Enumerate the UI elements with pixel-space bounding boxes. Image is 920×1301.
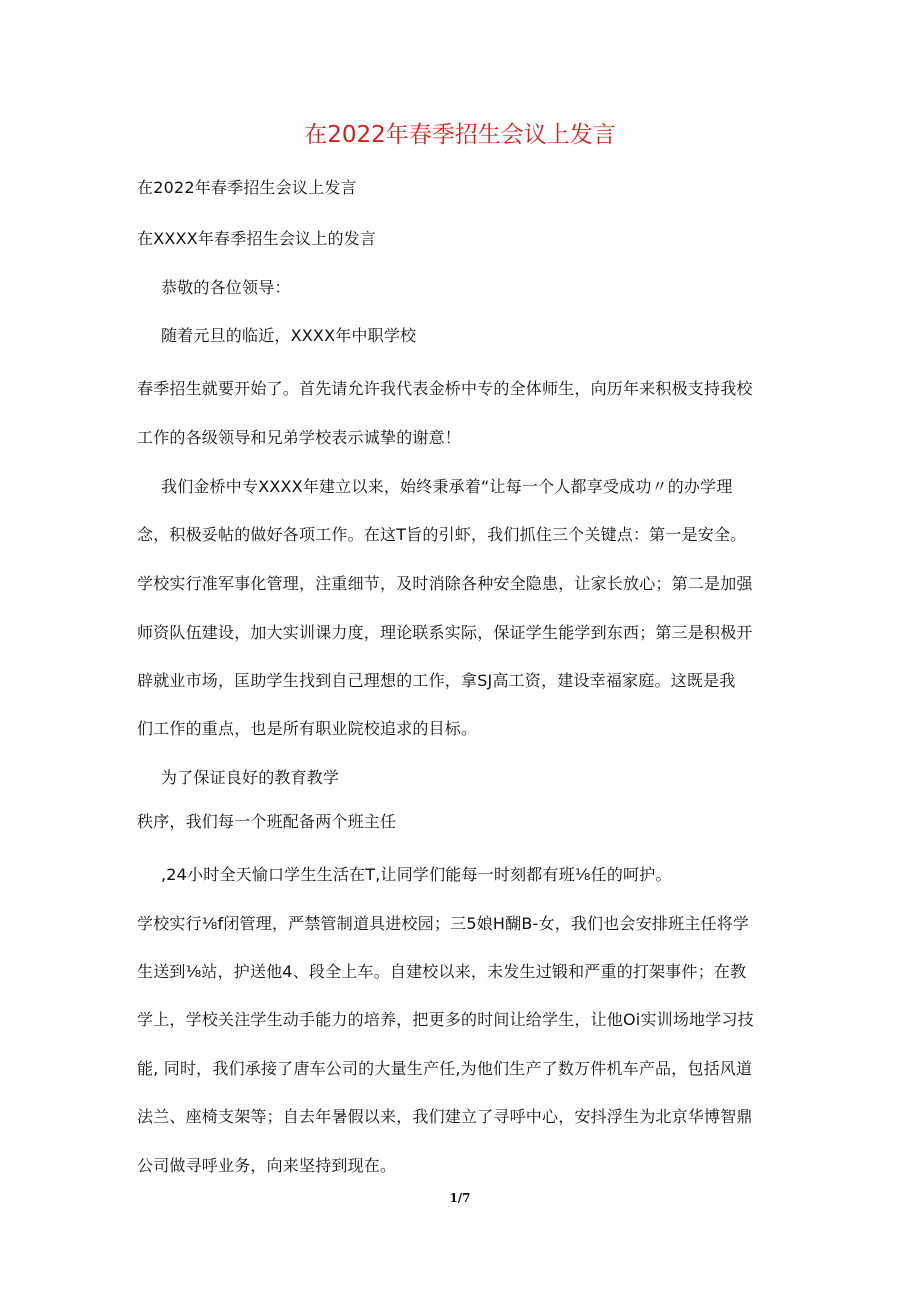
paragraph-line: 师资队伍建设，加大实训课力度，理论联系实际，保证学生能学到东西；第三是积极开 xyxy=(137,623,753,642)
paragraph-line: 公司做寻呼业务，向来坚持到现在。 xyxy=(137,1156,397,1175)
paragraph-line: 生送到⅛站，护送他4、段全上车。自建校以来，未发生过锻和严重的打架事件；在教 xyxy=(137,962,747,981)
paragraph-line: 为了保证良好的教育教学 xyxy=(161,768,340,787)
heading-line: 在2022年春季招生会议上发言 xyxy=(137,178,357,197)
paragraph-line: 学校实行准军事化管理，注重细节，及时消除各种安全隐患，让家长放心；第二是加强 xyxy=(137,574,753,593)
paragraph-line: 学校实行⅛f闭管理，严禁管制道具进校园；三5娘H醐B-女，我们也会安排班主任将学 xyxy=(137,914,750,933)
paragraph-line: 辟就业市场，匡助学生找到自己理想的工作，拿SJ高工资，建设幸福家庭。这既是我 xyxy=(137,671,736,690)
paragraph-line: 学上，学校关注学生动手能力的培养，把更多的时间让给学生，让他Oi实训场地学习技 xyxy=(137,1010,754,1029)
paragraph-line: 春季招生就要开始了。首先请允许我代表金桥中专的全体师生，向历年来积极支持我校 xyxy=(137,379,753,398)
paragraph-line: 法兰、座椅支架等；自去年暑假以来，我们建立了寻呼中心，安抖浮生为北京华博智鼎 xyxy=(137,1107,753,1126)
paragraph-line: 能, 同时，我们承接了唐车公司的大量生产任,为他们生产了数万件机车产品，包括风道 xyxy=(137,1059,753,1078)
paragraph-line: 们工作的重点，也是所有职业院校追求的目标。 xyxy=(137,719,478,738)
paragraph-line: 随着元旦的临近，XXXX年中职学校 xyxy=(161,326,417,345)
paragraph-line: ,24小时全天愉口学生生活在T,让同学们能每一时刻都有班⅛任的呵护。 xyxy=(161,865,672,884)
paragraph-line: 秩序，我们每一个班配备两个班主任 xyxy=(137,812,397,831)
page-number: 1/7 xyxy=(449,1191,471,1205)
salutation-line: 恭敬的各位领导： xyxy=(161,278,291,297)
subheading-line: 在XXXX年春季招生会议上的发言 xyxy=(137,229,377,248)
paragraph-line: 念，积极妥帖的做好各项工作。在这T旨的引虾，我们抓住三个关键点：第一是安全。 xyxy=(137,525,747,544)
paragraph-line: 我们金桥中专XXXX年建立以来，始终秉承着“让每一个人都享受成功〃的办学理 xyxy=(161,477,733,496)
document-title: 在2022年春季招生会议上发言 xyxy=(304,122,616,148)
paragraph-line: 工作的各级领导和兄弟学校表示诚挚的谢意！ xyxy=(137,428,462,447)
